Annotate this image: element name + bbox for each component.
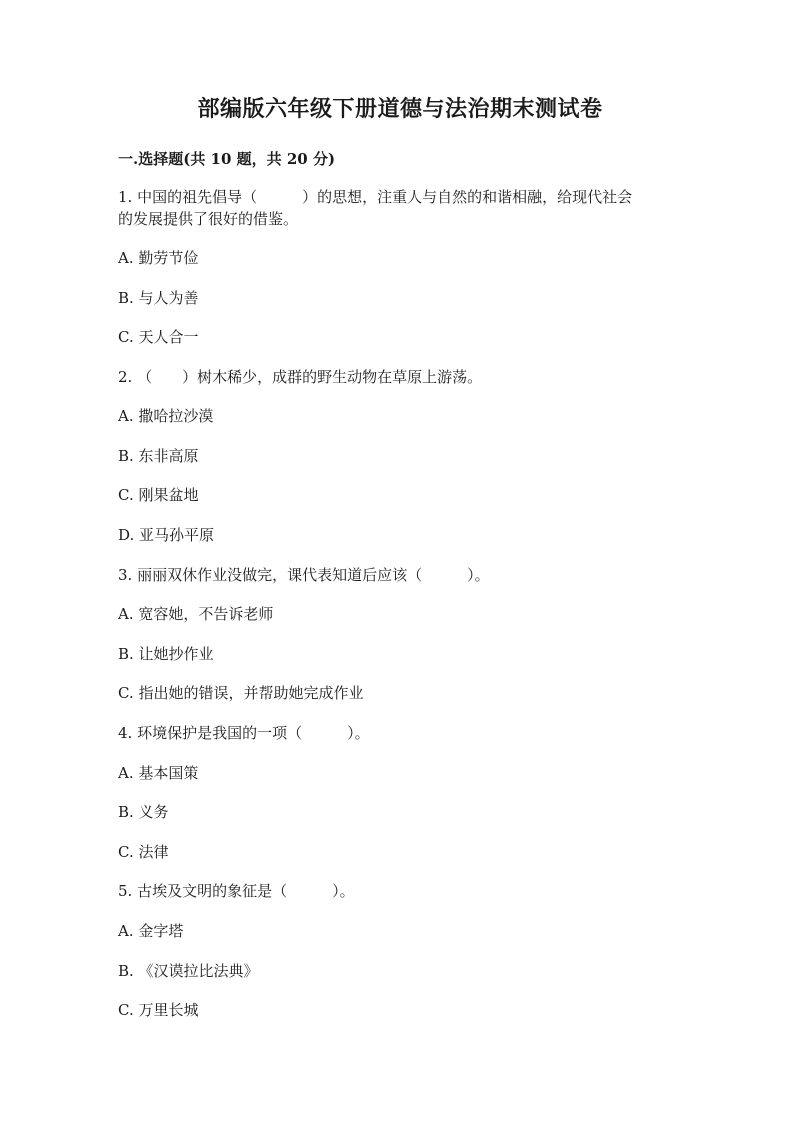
question-3-option-c: C. 指出她的错误，并帮助她完成作业 (118, 684, 364, 702)
section-heading: 一.选择题(共 10 题，共 20 分) (118, 150, 336, 168)
exam-title: 部编版六年级下册道德与法治期末测试卷 (197, 96, 603, 122)
question-5-stem: 5. 古埃及文明的象征是（ ）。 (118, 882, 355, 900)
question-5-option-a: A. 金字塔 (118, 922, 184, 940)
question-1-stem-line: 的发展提供了很好的借鉴。 (118, 210, 299, 228)
question-2-option-d: D. 亚马孙平原 (118, 526, 215, 544)
question-3-option-b: B. 让她抄作业 (118, 645, 214, 663)
question-4-option-b: B. 义务 (118, 803, 169, 821)
question-1-option-c: C. 天人合一 (118, 328, 199, 346)
question-2-option-c: C. 刚果盆地 (118, 486, 199, 504)
question-1-stem (118, 186, 678, 230)
question-4-stem: 4. 环境保护是我国的一项（ ）。 (118, 724, 370, 742)
question-1-option-b: B. 与人为善 (118, 289, 199, 307)
question-4-option-a: A. 基本国策 (118, 764, 199, 782)
question-3-option-a: A. 宽容她，不告诉老师 (118, 605, 274, 623)
question-2-option-b: B. 东非高原 (118, 447, 199, 465)
question-1-stem-line: 1. 中国的祖先倡导（ ）的思想，注重人与自然的和谐相融，给现代社会 (118, 188, 633, 206)
question-1-option-a: A. 勤劳节俭 (118, 249, 199, 267)
question-5-option-c: C. 万里长城 (118, 1001, 199, 1019)
question-3-stem: 3. 丽丽双休作业没做完，课代表知道后应该（ ）。 (118, 566, 490, 584)
question-5-option-b: B. 《汉谟拉比法典》 (118, 962, 259, 980)
question-2-option-a: A. 撒哈拉沙漠 (118, 407, 214, 425)
question-2-stem: 2. （ ）树木稀少，成群的野生动物在草原上游荡。 (118, 368, 483, 386)
question-4-option-c: C. 法律 (118, 843, 169, 861)
